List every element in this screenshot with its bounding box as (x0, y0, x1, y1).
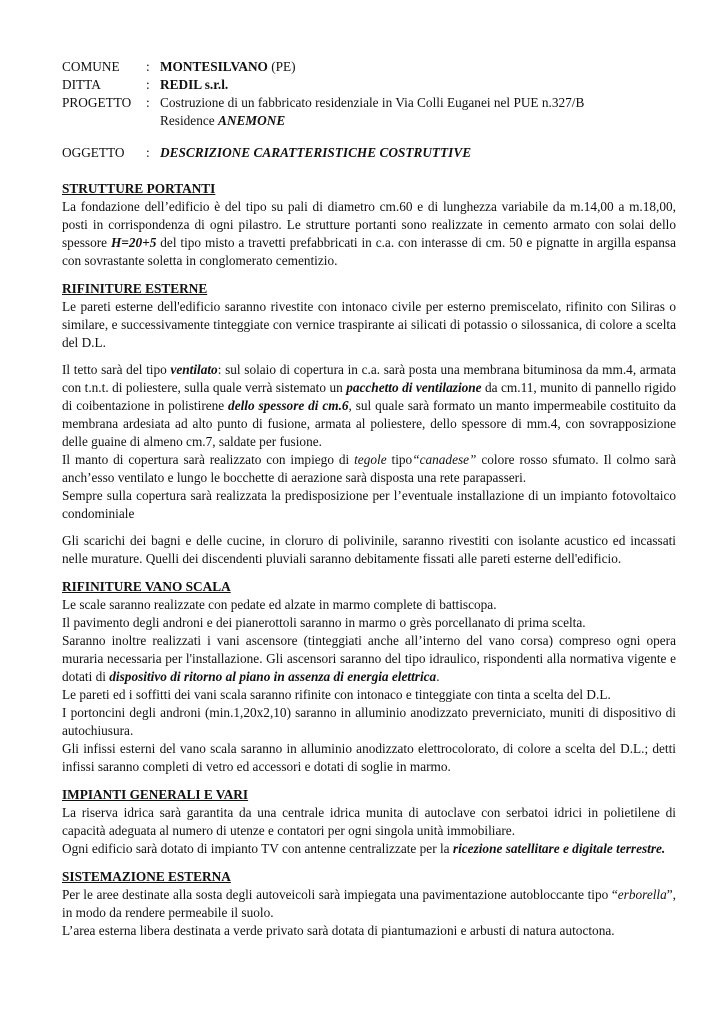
section-title: IMPIANTI GENERALI E VARI (62, 787, 249, 802)
header-ditta (62, 76, 676, 94)
progetto-label: PROGETTO (62, 95, 132, 110)
ditta-value: REDIL s.r.l. (160, 77, 229, 92)
paragraph: Le scale saranno realizzate con pedate ed alzate in marmo complete di battiscopa. (62, 597, 497, 612)
paragraph: La riserva idrica sarà garantita da una centrale idrica munita di autoclave con serbatoi idrici in polietilene di capacità adeguata al numero di utenze e contatori per ogni singola unità immobiliare. (62, 805, 676, 838)
section-title: RIFINITURE VANO SCALA (62, 579, 231, 594)
paragraph: Il manto di copertura sarà realizzato con impiego di tegole tipo“canadese” colore rosso sfumato. Il colmo sarà anch’esso ventilato e lungo le bocchette di aerazione sarà disposta una rete parapasseri. (62, 452, 677, 485)
paragraph: I portoncini degli androni (min.1,20x2,10) saranno in alluminio anodizzato preverniciato, muniti di dispositivo di autochiusura. (62, 705, 676, 738)
comune-value: MONTESILVANO (PE) (160, 59, 296, 74)
progetto-value: Costruzione di un fabbricato residenziale in Via Colli Euganei nel PUE n.327/B Residence ANEMONE (160, 95, 585, 128)
paragraph: Il tetto sarà del tipo ventilato: sul solaio di copertura in c.a. sarà posta una membrana bituminosa da mm.4, armata con t.n.t. di poliestere, sulla quale verrà sistemato un pacchetto di ventilazione da cm.11, munito di pannello rigido di coibentazione in polistirene dello spessore di cm.6, sul quale sarà formato un manto impermeabile costituito da membrana ardesiata ad alto punto di fusione, armata al poliestere, dello spessore di mm.4, con sovrapposizione delle guaine di almeno cm.7, saldate per fusione. (62, 362, 676, 449)
paragraph: Il pavimento degli androni e dei pianerottoli saranno in marmo o grès porcellanato di prima scelta. (62, 615, 586, 630)
section-rifiniture-esterne (62, 280, 676, 568)
paragraph: Le pareti ed i soffitti dei vani scala saranno rifinite con intonaco e tinteggiate con tinta a scelta del D.L. (62, 687, 611, 702)
section-title: STRUTTURE PORTANTI (62, 181, 216, 196)
oggetto-value: DESCRIZIONE CARATTERISTICHE COSTRUTTIVE (160, 145, 472, 160)
colon: : (146, 95, 150, 110)
paragraph: Gli infissi esterni del vano scala saranno in alluminio anodizzato elettrocolorato, di colore a scelta del D.L.; detti infissi saranno completi di vetro ed accessori e dotati di soglie in marmo. (62, 741, 676, 774)
section-sistemazione (62, 868, 676, 940)
colon: : (146, 59, 150, 74)
paragraph: Saranno inoltre realizzati i vani ascensore (tinteggiati anche all’interno del vano corsa) compreso ogni opera muraria necessaria per l'installazione. Gli ascensori saranno del tipo idraulico, rispondenti alla normativa vigente e dotati di dispositivo di ritorno al piano in assenza di energia elettrica. (62, 633, 676, 684)
section-vano-scala (62, 578, 676, 776)
colon: : (146, 145, 150, 160)
paragraph: La fondazione dell’edificio è del tipo su pali di diametro cm.60 e di lunghezza variabile da m.14,00 a m.18,00, posti in corrispondenza di ogni pilastro. Le strutture portanti sono realizzate in cemento armato con solai dello spessore H=20+5 del tipo misto a travetti prefabbricati in c.a. con interasse di cm. 50 e pignatte in argilla espansa con sovrastante soletta in conglomerato cementizio. (62, 199, 676, 268)
section-title: SISTEMAZIONE ESTERNA (62, 869, 231, 884)
ditta-label: DITTA (62, 77, 101, 92)
section-impianti (62, 786, 676, 858)
header-oggetto (62, 144, 676, 162)
section-title: RIFINITURE ESTERNE (62, 281, 208, 296)
colon: : (146, 77, 150, 92)
document-page (62, 58, 676, 940)
paragraph: Sempre sulla copertura sarà realizzata la predisposizione per l’eventuale installazione di un impianto fotovoltaico condominiale (62, 488, 676, 521)
paragraph: Per le aree destinate alla sosta degli autoveicoli sarà impiegata una pavimentazione autobloccante tipo “erborella”, in modo da rendere permeabile il suolo. (62, 887, 676, 920)
oggetto-label: OGGETTO (62, 145, 125, 160)
comune-label: COMUNE (62, 59, 120, 74)
paragraph: Ogni edificio sarà dotato di impianto TV con antenne centralizzate per la ricezione satellitare e digitale terrestre. (62, 841, 666, 856)
header-comune (62, 58, 676, 76)
header-progetto (62, 94, 676, 130)
paragraph: L’area esterna libera destinata a verde privato sarà dotata di piantumazioni e arbusti di natura autoctona. (62, 923, 615, 938)
paragraph: Gli scarichi dei bagni e delle cucine, in cloruro di polivinile, saranno rivestiti con isolante acustico ed incassati nelle murature. Quelli dei discendenti pluviali saranno debitamente fissati alle pareti esterne dell'edificio. (62, 533, 676, 566)
paragraph: Le pareti esterne dell'edificio saranno rivestite con intonaco civile per esterno premiscelato, rifinito con Siliras o similare, e successivamente tinteggiate con vernice traspirante ai silicati di potassio o silossanica, di colore a scelta del D.L. (62, 299, 676, 350)
section-strutture (62, 180, 676, 270)
